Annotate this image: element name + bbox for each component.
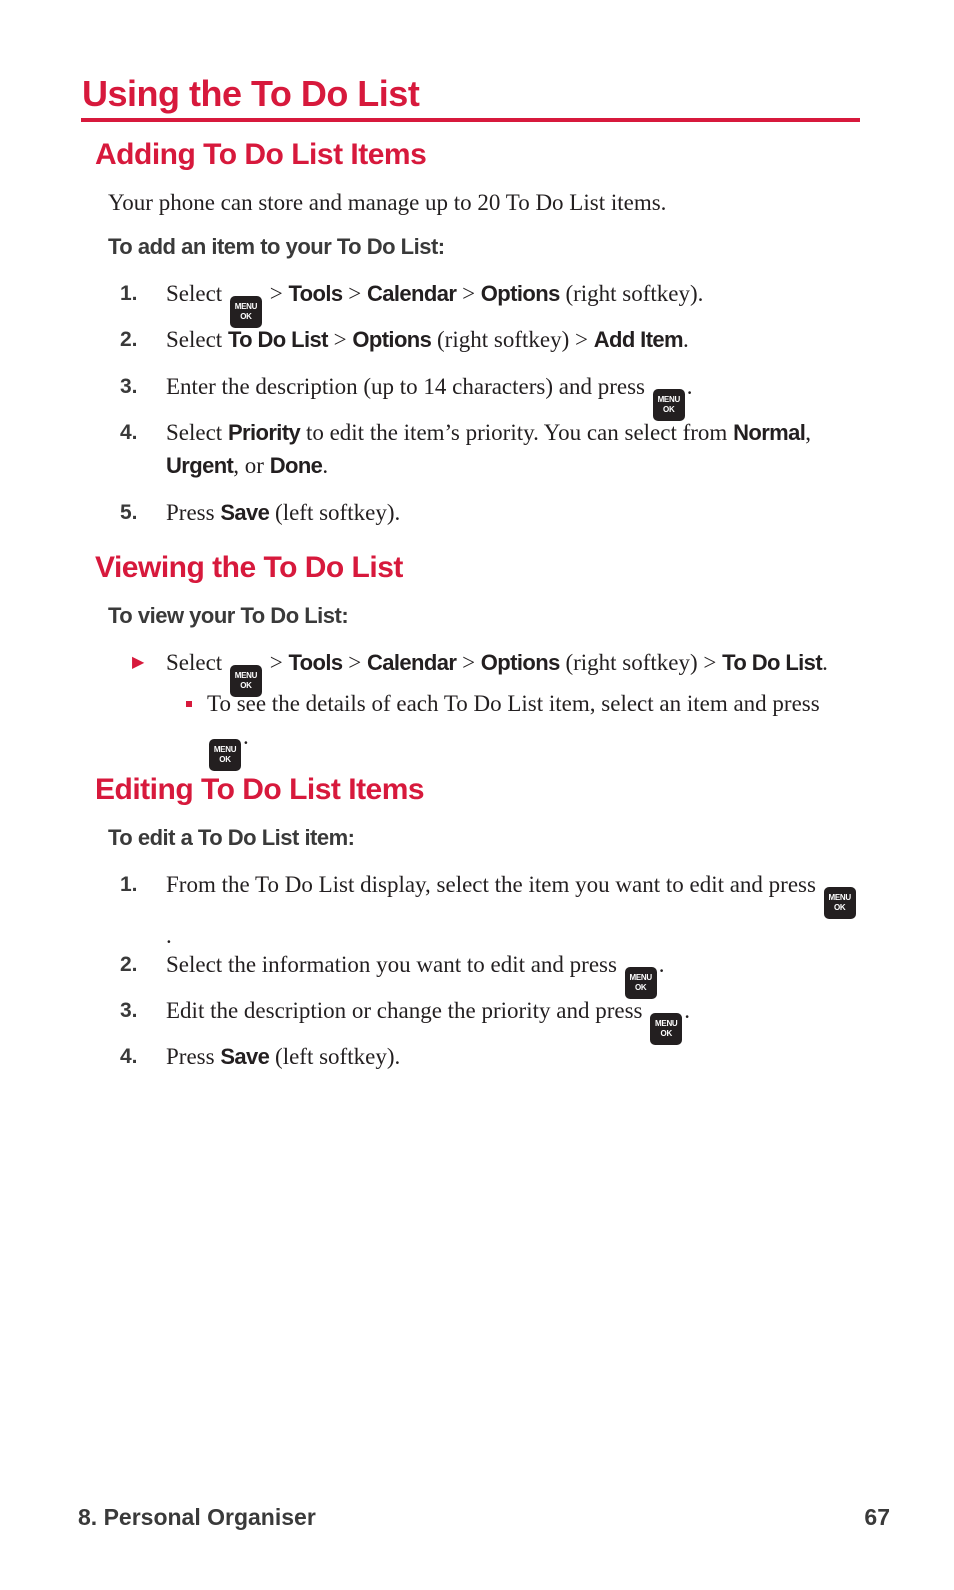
step-number: 5. bbox=[120, 501, 138, 524]
bullet-text: To see the details of each To Do List item, select an item and press MENU OK . bbox=[207, 687, 860, 771]
add-step-4 bbox=[120, 416, 860, 482]
page-number: 67 bbox=[864, 1504, 890, 1530]
step-text: Select Priority to edit the item’s priority. You can select from Normal, Urgent, or Done. bbox=[166, 420, 812, 478]
add-step-1 bbox=[120, 277, 860, 328]
step-text: Select the information you want to edit and press MENU OK . bbox=[166, 948, 860, 999]
step-text: Select To Do List > Options (right softkey) > Add Item. bbox=[166, 327, 689, 352]
edit-step-4 bbox=[120, 1040, 860, 1073]
section-heading-editing: Editing To Do List Items bbox=[95, 773, 425, 806]
page-title: Using the To Do List bbox=[82, 73, 420, 114]
edit-step-3 bbox=[120, 994, 860, 1045]
section-heading-adding: Adding To Do List Items bbox=[95, 138, 427, 171]
step-number: 4. bbox=[120, 421, 138, 444]
menu-ok-key-icon: MENU OK bbox=[824, 887, 856, 919]
step-number: 4. bbox=[120, 1045, 138, 1068]
step-text: Press Save (left softkey). bbox=[166, 1044, 401, 1069]
view-bullet bbox=[186, 687, 860, 771]
menu-ok-key-icon: MENU OK bbox=[650, 1013, 682, 1045]
edit-step-1 bbox=[120, 868, 860, 952]
add-step-2 bbox=[120, 323, 860, 356]
procedure-heading-view: To view your To Do List: bbox=[108, 603, 349, 628]
step-number: 1. bbox=[120, 282, 138, 305]
section-heading-viewing: Viewing the To Do List bbox=[95, 551, 403, 584]
menu-ok-key-icon: MENU OK bbox=[230, 296, 262, 328]
menu-ok-key-icon: MENU OK bbox=[209, 739, 241, 771]
step-number: 1. bbox=[120, 873, 138, 896]
step-text: Press Save (left softkey). bbox=[166, 500, 401, 525]
procedure-heading-edit: To edit a To Do List item: bbox=[108, 825, 355, 850]
step-text: Enter the description (up to 14 characters) and press MENU OK . bbox=[166, 370, 860, 421]
edit-step-2 bbox=[120, 948, 860, 999]
step-number: 2. bbox=[120, 953, 138, 976]
add-step-3 bbox=[120, 370, 860, 421]
menu-ok-key-icon: MENU OK bbox=[653, 389, 685, 421]
triangle-right-icon: ▶ bbox=[132, 654, 145, 671]
step-number: 2. bbox=[120, 328, 138, 351]
step-number: 3. bbox=[120, 999, 138, 1022]
step-text: From the To Do List display, select the item you want to edit and press MENU OK . bbox=[166, 868, 860, 952]
menu-ok-key-icon: MENU OK bbox=[625, 967, 657, 999]
intro-text: Your phone can store and manage up to 20 To Do List items. bbox=[108, 190, 667, 215]
step-text: Select MENU OK > Tools > Calendar > Options (right softkey). bbox=[166, 277, 860, 328]
add-step-5 bbox=[120, 496, 860, 529]
step-text: Select MENU OK > Tools > Calendar > Options (right softkey) > To Do List. bbox=[166, 646, 860, 697]
step-text: Edit the description or change the priority and press MENU OK . bbox=[166, 994, 860, 1045]
procedure-heading-add: To add an item to your To Do List: bbox=[108, 234, 445, 259]
step-number: 3. bbox=[120, 375, 138, 398]
footer-section-label: 8. Personal Organiser bbox=[78, 1504, 316, 1530]
menu-ok-key-icon: MENU OK bbox=[230, 665, 262, 697]
square-bullet-icon bbox=[186, 701, 192, 707]
title-rule bbox=[81, 118, 860, 122]
